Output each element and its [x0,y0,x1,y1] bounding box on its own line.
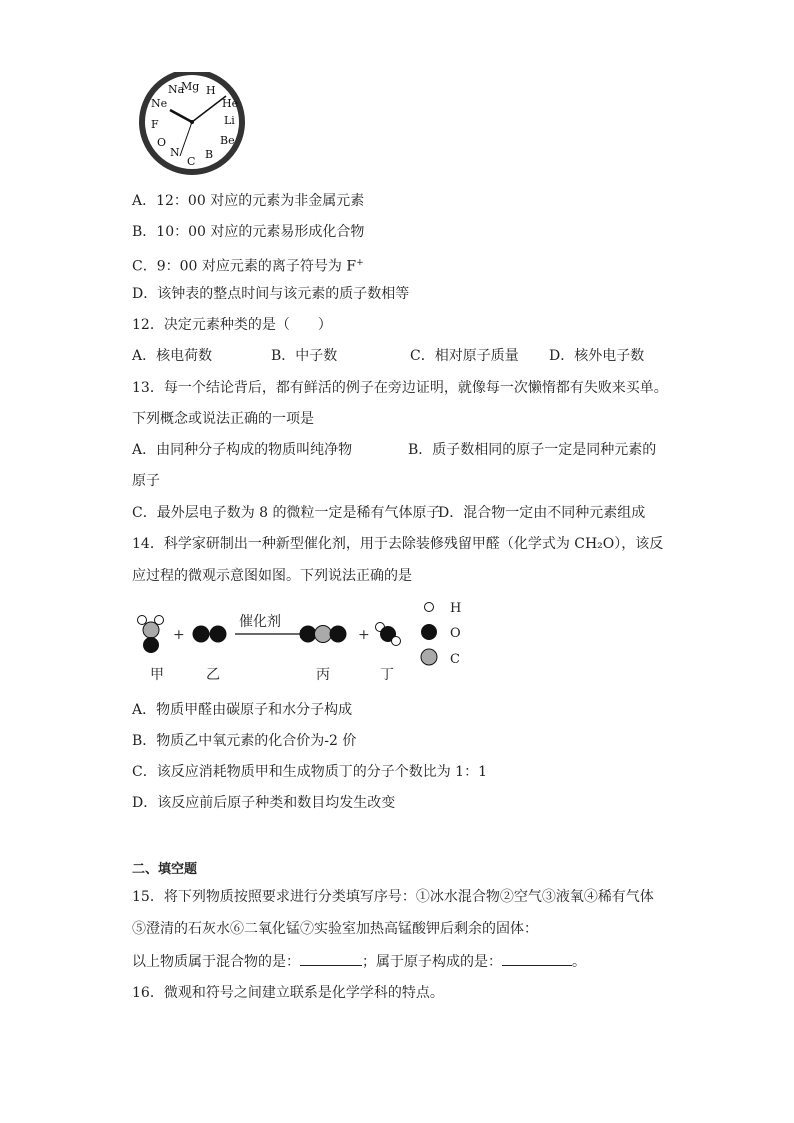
q13-option-a: A．由同种分子构成的物质叫纯净物 [132,442,353,458]
reaction-diagram [130,596,475,688]
legend-c: C [450,652,460,667]
q13-stem-line1: 13．每一个结论背后，都有鲜活的例子在旁边证明，就像每一次懒惰都有失败来买单。 [132,380,668,396]
q14-option-a: A．物质甲醛由碳原子和水分子构成 [132,702,353,718]
legend-h: H [450,601,462,616]
clock-label-o: O [157,136,167,149]
q12-stem: 12．决定元素种类的是（ ） [132,317,332,333]
clock-label-f: F [151,118,159,131]
q14-option-c: C．该反应消耗物质甲和生成物质丁的分子个数比为 1：1 [132,764,487,780]
q15-atom-prompt: ；属于原子构成的是： [362,954,502,970]
q11-option-c-sup: + [356,258,364,268]
clock-label-c: C [187,155,196,168]
q11-option-d: D．该钟表的整点时间与该元素的质子数相等 [132,286,410,302]
molecule-co2 [300,626,347,643]
q12-option-b: B．中子数 [271,348,338,364]
q12-option-a: A．核电荷数 [132,348,213,364]
clock-label-be: Be [220,134,235,147]
q15-line1: 15．将下列物质按照要求进行分类填写序号：①冰水混合物②空气③液氧④稀有气体 [132,889,654,905]
q12-option-d: D．核外电子数 [549,348,645,364]
q11-option-c-text: C．9：00 对应元素的离子符号为 F [132,258,357,275]
clock-label-ne: Ne [151,97,168,110]
legend-o: O [450,626,461,641]
label-jia: 甲 [150,667,164,683]
atom-legend [421,601,461,667]
molecule-formaldehyde [138,616,164,654]
q15-line3 [132,951,586,972]
molecule-oxygen [193,626,227,643]
clock-label-n: N [170,146,180,159]
plus-sign-2: + [358,627,370,643]
clock-label-he: He [222,97,239,110]
q16-stem: 16．微观和符号之间建立联系是化学学科的特点。 [132,985,444,1001]
clock-label-h: H [206,84,216,97]
molecule-water [376,623,401,646]
q13-option-d: D．混合物一定由不同种元素组成 [438,505,646,521]
clock-label-li: Li [224,114,235,127]
q14-stem-line2: 应过程的微观示意图如图。下列说法正确的是 [132,568,412,584]
q14-stem-line1: 14．科学家研制出一种新型催化剂，用于去除装修残留甲醛（化学式为 CH₂O），该反 [132,536,664,552]
label-bing: 丙 [316,667,330,683]
q14-option-b: B．物质乙中氧元素的化合价为-2 价 [132,733,357,749]
q14-option-d: D．该反应前后原子种类和数目均发生改变 [132,795,396,811]
clock-label-b: B [205,148,214,161]
q15-line2: ⑤澄清的石灰水⑥二氧化锰⑦实验室加热高锰酸钾后剩余的固体： [132,921,538,937]
q13-option-b-cont: 原子 [132,473,160,489]
q15-atom-blank[interactable] [502,951,572,966]
catalyst-label: 催化剂 [239,614,281,630]
q15-period: 。 [572,954,586,970]
clock-label-na: Na [168,83,185,96]
q11-option-a: A．12：00 对应的元素为非金属元素 [132,193,365,209]
label-yi: 乙 [206,667,220,683]
q15-mixture-prompt: 以上物质属于混合物的是： [132,954,300,970]
element-clock-figure [136,72,248,176]
q12-option-c: C．相对原子质量 [410,348,519,364]
label-ding: 丁 [380,667,394,683]
plus-sign-1: + [173,627,185,643]
q13-option-b: B．质子数相同的原子一定是同种元素的 [408,442,657,458]
section-title: 二、填空题 [132,862,198,877]
q11-option-c [132,253,364,277]
q13-option-c: C．最外层电子数为 8 的微粒一定是稀有气体原子 [132,505,441,521]
clock-label-mg: Mg [181,80,200,93]
q13-stem-line2: 下列概念或说法正确的一项是 [132,411,314,427]
q11-option-b: B．10：00 对应的元素易形成化合物 [132,224,365,240]
q15-mixture-blank[interactable] [300,951,362,966]
